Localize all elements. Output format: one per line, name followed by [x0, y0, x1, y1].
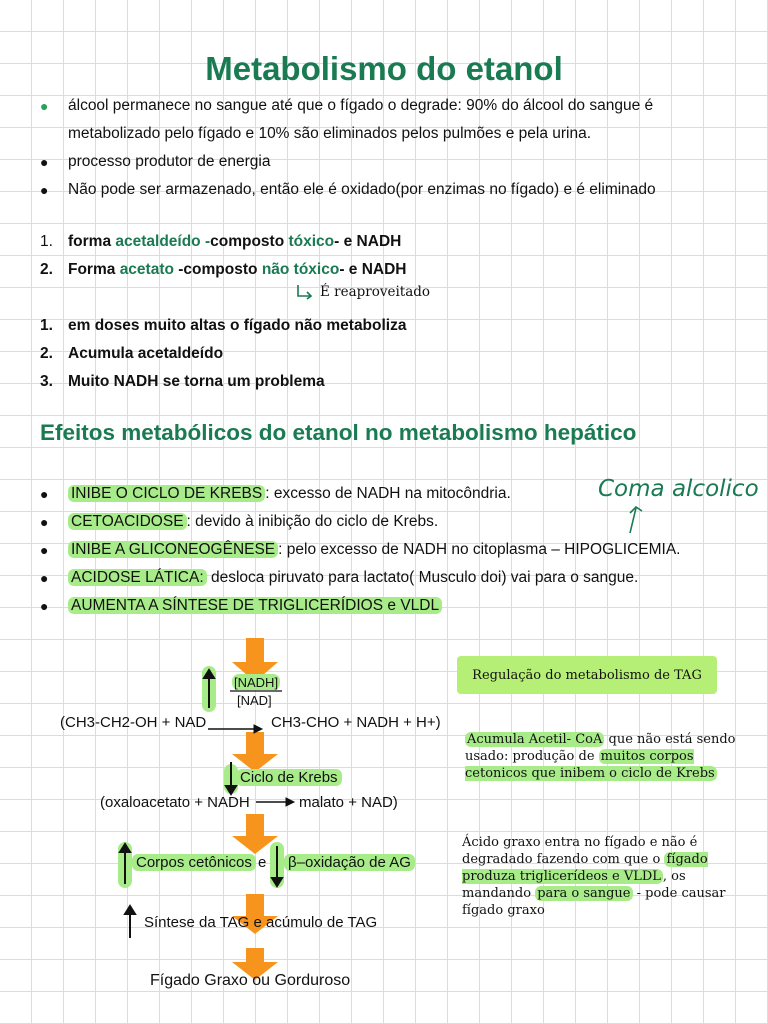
regulation-box: Regulação do metabolismo de TAG — [457, 656, 717, 694]
effect-item: ● INIBE A GLICONEOGÊNESE : pelo excesso de NADH no citoplasma – HIPOGLICEMIA. — [40, 536, 740, 564]
bullet-text: álcool permanece no sangue até que o fígado o degrade: 90% do álcool do sangue é metabolizado pelo fígado e 10% são eliminados pelos pulmões e pela urina. — [68, 97, 654, 142]
arrow-up-icon — [622, 503, 652, 535]
toxico-term: tóxico — [288, 233, 335, 250]
list-number: 1. — [40, 233, 53, 250]
effect-highlight: CETOACIDOSE — [68, 513, 187, 530]
bullet-dot-icon: ● — [40, 542, 49, 558]
acetato-term: acetato — [119, 261, 174, 278]
bullet-dot-icon: ● — [40, 182, 49, 198]
bullet-dot-icon: ● — [40, 154, 49, 170]
list-item: 1. forma acetaldeído -composto tóxico- e NADH — [40, 228, 740, 256]
effect-highlight: AUMENTA A SÍNTESE DE TRIGLICERÍDIOS e VLDL — [68, 597, 442, 614]
beta-oxidacao-label: β–oxidação de AG — [284, 854, 415, 871]
bullet-dot-icon: ● — [40, 98, 49, 114]
nao-toxico-term: não tóxico — [261, 261, 340, 278]
acetaldeido-term: acetaldeído - — [115, 233, 211, 250]
list-item: 2. Acumula acetaldeído — [40, 345, 224, 362]
note-highlight: fígado produza triglicerídeos e VLDL — [462, 852, 708, 884]
effect-highlight: INIBE O CICLO DE KREBS — [68, 485, 265, 502]
reaproveitado-note: É reaproveitado — [296, 284, 430, 300]
products-list — [40, 228, 740, 284]
list-number: 2. — [40, 261, 53, 278]
ciclo-krebs-label: Ciclo de Krebs — [236, 769, 342, 786]
page-title: Metabolismo do etanol — [205, 50, 563, 87]
acido-graxo-note: Ácido graxo entra no fígado e não é degradado fazendo com que o fígado produza triglicerídeos e VLDL , os mandando para o sangue - pode causar fígado graxo — [462, 835, 726, 918]
bullet-item — [40, 176, 740, 204]
bullet-item — [40, 148, 740, 176]
coma-alcolico-note: Coma alcolico — [598, 476, 759, 502]
nadh-label: [NADH] — [234, 675, 279, 690]
sintese-tag-label: Síntese da TAG e acúmulo de TAG — [144, 914, 378, 931]
list-item: 2. Forma acetato -composto não tóxico- e NADH — [40, 256, 740, 284]
effect-item: ● CETOACIDOSE : devido à inibição do ciclo de Krebs. — [40, 508, 740, 536]
bullet-dot-icon: ● — [40, 598, 49, 614]
bullet-text: Não pode ser armazenado, então ele é oxidado(por enzimas no fígado) e é eliminado — [68, 181, 656, 198]
bullet-dot-icon: ● — [40, 486, 49, 502]
equation-1-right: CH3-CHO + NADH + H+) — [271, 714, 441, 731]
effect-highlight: INIBE A GLICONEOGÊNESE — [68, 541, 278, 558]
note-highlight: Acumula Acetil- CoA — [467, 732, 603, 747]
section-heading: Efeitos metabólicos do etanol no metabolismo hepático — [40, 420, 637, 445]
nad-label: [NAD] — [237, 693, 272, 708]
problems-list — [40, 312, 740, 396]
equation-2-left: (oxaloacetato + NADH — [100, 794, 250, 811]
effect-item: ● INIBE O CICLO DE KREBS : excesso de NADH na mitocôndria. — [40, 480, 740, 508]
bullet-item — [40, 92, 740, 148]
bullet-dot-icon: ● — [40, 570, 49, 586]
note-highlight: para o sangue — [537, 886, 631, 901]
effect-item — [40, 592, 740, 620]
corpos-cetonicos-label: Corpos cetônicos — [132, 854, 256, 871]
metabolism-diagram — [56, 636, 441, 1016]
figado-graxo-label: Fígado Graxo ou Gorduroso — [150, 972, 351, 989]
equation-2-right: malato + NAD) — [299, 794, 398, 811]
acetil-coa-note: Acumula Acetil- CoA que não está sendo usado: produção de muitos corpos cetonicos que inibem o ciclo de Krebs — [465, 732, 736, 781]
list-item: 1. em doses muito altas o fígado não metaboliza — [40, 317, 407, 334]
bullet-text: processo produtor de energia — [68, 153, 271, 170]
bullet-dot-icon: ● — [40, 514, 49, 530]
equation-1-left: (CH3-CH2-OH + NAD — [60, 714, 207, 731]
effect-highlight: ACIDOSE LÁTICA: — [68, 569, 207, 586]
intro-bullets — [40, 92, 740, 204]
corner-arrow-icon — [296, 284, 314, 300]
effect-item: ● ACIDOSE LÁTICA: desloca piruvato para lactato( Musculo doi) vai para o sangue. — [40, 564, 740, 592]
note-highlight: muitos corpos cetonicos que inibem o ciclo de Krebs — [465, 749, 715, 781]
conjunction-label: e — [258, 854, 267, 871]
list-item: 3. Muito NADH se torna um problema — [40, 373, 325, 390]
